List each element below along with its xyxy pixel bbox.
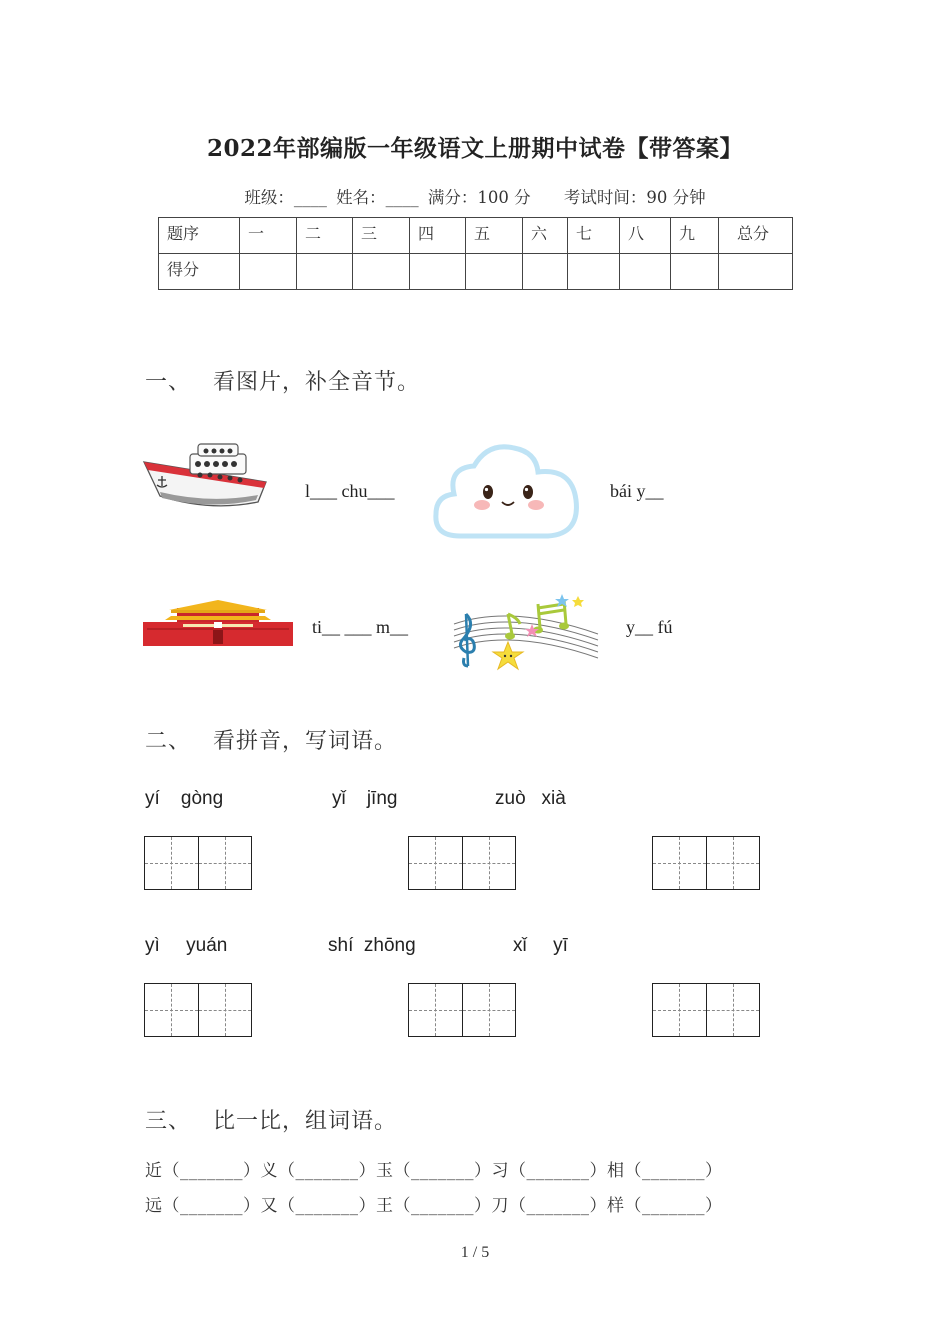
writing-grid[interactable] — [408, 983, 516, 1037]
writing-grid[interactable] — [408, 836, 516, 890]
score-cell[interactable] — [240, 254, 297, 290]
score-cell[interactable] — [353, 254, 410, 290]
writing-grid[interactable] — [652, 983, 760, 1037]
ship-syllable: l___ chu___ — [305, 481, 395, 501]
section-3-heading — [145, 1104, 397, 1135]
pinyin-prompt: xǐ yī — [513, 935, 568, 956]
ship-picture — [140, 440, 272, 512]
header-cell: 九 — [671, 218, 719, 254]
section-1-heading — [145, 365, 420, 396]
compare-line-2[interactable]: 远（_______）又（_______）王（_______）刀（_______）样（_______） — [145, 1196, 723, 1216]
music-syllable: y__ fú — [626, 617, 673, 637]
header-cell: 五 — [466, 218, 523, 254]
header-cell: 总分 — [719, 218, 793, 254]
score-cell[interactable] — [297, 254, 353, 290]
section-title: 比一比，组词语。 — [213, 1109, 398, 1134]
pinyin-prompt: yí gòng — [145, 788, 224, 809]
header-cell: 六 — [523, 218, 568, 254]
tiananmen-syllable: ti__ ___ m__ — [312, 617, 409, 637]
score-cell[interactable] — [671, 254, 719, 290]
pinyin-prompt: yì yuán — [145, 935, 228, 956]
score-cell[interactable] — [466, 254, 523, 290]
page-number: 1 / 5 — [460, 1244, 490, 1261]
exam-time: 考试时间：90 分钟 — [563, 188, 706, 207]
header-cell: 七 — [568, 218, 620, 254]
writing-grid[interactable] — [652, 836, 760, 890]
header-cell: 题序 — [159, 218, 240, 254]
section-number: 二、 — [145, 729, 192, 754]
section-2-heading — [145, 724, 397, 755]
writing-grid[interactable] — [144, 983, 252, 1037]
compare-line-1[interactable]: 近（_______）义（_______）玉（_______）习（_______）相（_______） — [145, 1161, 723, 1181]
header-cell: 一 — [240, 218, 297, 254]
score-table-score-row — [159, 254, 793, 290]
section-title: 看图片，补全音节。 — [213, 370, 421, 395]
cloud-picture — [430, 438, 580, 546]
pinyin-prompt: yǐ jīng — [332, 788, 398, 809]
page-title: 2022年部编版一年级语文上册期中试卷【带答案】 — [206, 135, 743, 162]
score-cell[interactable] — [719, 254, 793, 290]
header-cell: 八 — [620, 218, 671, 254]
full-score: 满分：100 分 — [427, 188, 531, 207]
section-number: 三、 — [145, 1109, 192, 1134]
score-table-header-row — [159, 218, 793, 254]
tiananmen-picture — [143, 598, 293, 648]
score-cell[interactable] — [568, 254, 620, 290]
writing-grid[interactable] — [144, 836, 252, 890]
name-field[interactable]: 姓名：____ — [336, 188, 419, 207]
cloud-syllable: bái y__ — [610, 481, 664, 501]
pinyin-prompt: shí zhōng — [328, 935, 416, 956]
exam-info — [0, 184, 950, 208]
score-cell[interactable] — [620, 254, 671, 290]
section-number: 一、 — [145, 370, 192, 395]
music-notes-picture — [452, 594, 600, 672]
class-field[interactable]: 班级：____ — [244, 188, 327, 207]
score-cell[interactable] — [410, 254, 466, 290]
score-row-label: 得分 — [159, 254, 240, 290]
score-table — [158, 217, 793, 290]
header-cell: 三 — [353, 218, 410, 254]
header-cell: 二 — [297, 218, 353, 254]
header-cell: 四 — [410, 218, 466, 254]
section-title: 看拼音，写词语。 — [213, 729, 398, 754]
pinyin-prompt: zuò xià — [495, 788, 566, 809]
score-cell[interactable] — [523, 254, 568, 290]
